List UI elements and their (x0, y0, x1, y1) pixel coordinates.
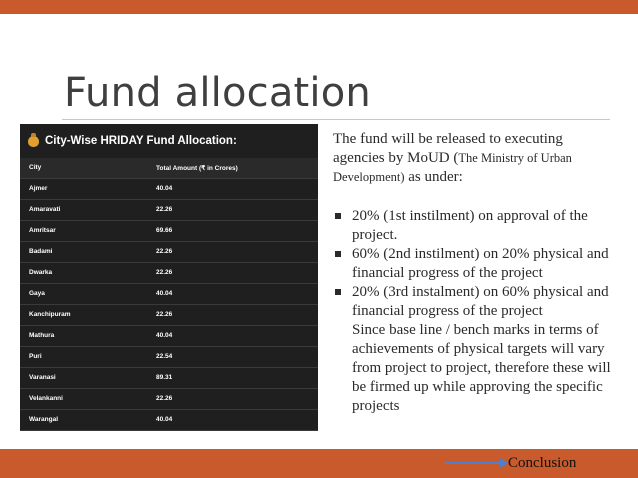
city-cell: Amritsar (29, 227, 56, 234)
intro-text-2: as under: (404, 169, 463, 185)
amount-cell: 22.26 (156, 395, 173, 402)
amount-cell: 22.54 (156, 353, 173, 360)
table-row (20, 199, 318, 220)
slide-title: Fund allocation (64, 70, 371, 116)
amount-cell: 22.26 (156, 269, 173, 276)
conclusion-link[interactable]: Conclusion (508, 455, 577, 471)
table-header-row (20, 158, 318, 178)
table-row (20, 262, 318, 283)
fund-allocation-panel (20, 124, 318, 430)
release-schedule-text (333, 130, 618, 416)
square-bullet-icon (335, 251, 341, 257)
intro-paragraph (333, 130, 618, 187)
amount-cell: 40.04 (156, 332, 173, 339)
amount-cell: 22.26 (156, 206, 173, 213)
table-row (20, 304, 318, 325)
list-item (333, 207, 618, 245)
amount-cell: 40.04 (156, 290, 173, 297)
city-cell: Kanchipuram (29, 311, 71, 318)
money-bag-icon (28, 136, 39, 147)
city-cell: Mathura (29, 332, 55, 339)
city-cell: Puri (29, 353, 42, 360)
table-row (20, 346, 318, 367)
city-cell: Warangal (29, 416, 59, 423)
panel-heading (20, 124, 318, 158)
city-cell: Ajmer (29, 185, 48, 192)
fund-table (20, 158, 318, 431)
amount-cell: 40.04 (156, 185, 173, 192)
amount-cell: 89.31 (156, 374, 173, 381)
table-row (20, 241, 318, 262)
column-header-city: City (29, 164, 42, 172)
amount-cell: 22.26 (156, 311, 173, 318)
table-row (20, 409, 318, 430)
bullet-text: 20% (3rd instalment) on 60% physical and financial progress of the project (352, 284, 609, 319)
panel-heading-text: City-Wise HRIDAY Fund Allocation: (45, 135, 237, 147)
table-row (20, 283, 318, 304)
intro-text-1: The fund will be released to executing agencies by MoUD ( (333, 131, 563, 166)
table-row (20, 220, 318, 241)
list-item (333, 245, 618, 283)
continuation-paragraph: Since base line / bench marks in terms of achievements of physical targets will vary from project to project, therefore these will be firmed up while approving the specific projects (352, 322, 611, 414)
column-header-amount: Total Amount (₹ in Crores) (156, 164, 238, 172)
city-cell: Badami (29, 248, 53, 255)
table-row (20, 388, 318, 409)
city-cell: Gaya (29, 290, 45, 297)
bullet-text: 60% (2nd instilment) on 20% physical and financial progress of the project (352, 246, 609, 281)
table-row (20, 367, 318, 388)
instalment-list (333, 207, 618, 321)
amount-cell: 40.04 (156, 416, 173, 423)
intro-ministry-text: The Ministry of Urban Development) (333, 151, 572, 184)
square-bullet-icon (335, 289, 341, 295)
title-divider (62, 119, 610, 120)
table-row (20, 325, 318, 346)
amount-cell: 22.26 (156, 248, 173, 255)
bullet-text: 20% (1st instilment) on approval of the project. (352, 208, 588, 243)
square-bullet-icon (335, 213, 341, 219)
city-cell: Velankanni (29, 395, 63, 402)
top-accent-band (0, 0, 638, 14)
city-cell: Amaravati (29, 206, 61, 213)
arrow-right-icon (445, 462, 501, 464)
table-row (20, 178, 318, 199)
city-cell: Varanasi (29, 374, 56, 381)
amount-cell: 69.66 (156, 227, 173, 234)
city-cell: Dwarka (29, 269, 53, 276)
list-item (333, 283, 618, 321)
